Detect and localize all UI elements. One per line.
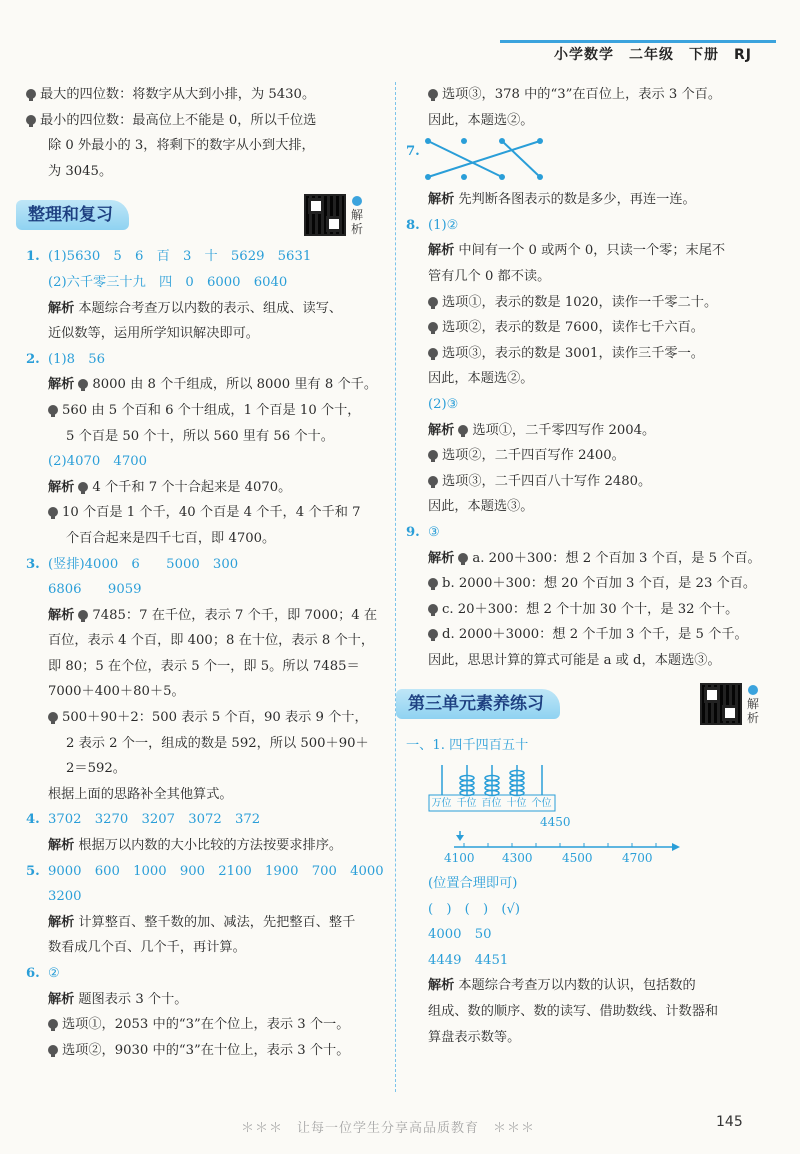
text-line: 选项②，表示的数是 7600，读作七千六百。 <box>442 320 704 336</box>
qr-note: 解析 <box>350 196 364 236</box>
text-line: 选项①，2053 中的“3”在个位上，表示 3 个一。 <box>62 1017 350 1033</box>
analysis-label: 解析 <box>48 479 75 495</box>
text-line: 数看成几个百、几个千，再计算。 <box>48 940 246 956</box>
text-line: 本题综合考查万以内数的认识，包括数的 <box>458 978 696 994</box>
text-line: a. 200＋300：想 2 个百加 3 个百，是 5 个百。 <box>472 550 761 566</box>
text-line: 选项③，表示的数是 3001，读作三千零一。 <box>442 345 704 361</box>
text-line: 个百合起来是四千七百，即 4700。 <box>66 530 276 546</box>
page-header <box>0 0 800 68</box>
text-line: 7000＋400＋80＋5。 <box>48 684 185 700</box>
text-line: 计算整百、整千数的加、减法，先把整百、整千 <box>78 914 356 930</box>
bulb-icon <box>48 1019 58 1029</box>
text-line: 选项③，378 中的“3”在百位上，表示 3 个百。 <box>442 87 722 102</box>
answer-text: 4000 50 <box>428 927 492 943</box>
text-line: 选项②，9030 中的“3”在十位上，表示 3 个十。 <box>62 1042 350 1058</box>
analysis-label: 解析 <box>48 914 75 930</box>
play-icon <box>352 196 362 206</box>
analysis-label: 解析 <box>428 243 455 259</box>
bulb-icon <box>428 348 438 358</box>
answer-text: 一、1. 四千四百五十 <box>406 738 529 754</box>
text-line: 最大的四位数：将数字从大到小排，为 5430。 <box>40 87 316 102</box>
text-line: 5 个百是 50 个十，所以 560 里有 56 个十。 <box>66 428 334 444</box>
bulb-icon <box>48 712 58 722</box>
analysis-label: 解析 <box>48 377 75 393</box>
match-dot <box>499 138 505 144</box>
text-line: d. 2000＋3000：想 2 个千加 3 个千，是 5 个千。 <box>442 627 748 643</box>
text-line: 先判断各图表示的数是多少，再连一连。 <box>458 192 696 208</box>
text-line: 选项②，二千四百写作 2400。 <box>442 448 625 464</box>
match-dot <box>425 138 431 144</box>
text-line: 根据万以内数的大小比较的方法按要求排序。 <box>78 838 343 854</box>
text-line: 因此，思思计算的算式可能是 a 或 d，本题选③。 <box>428 652 721 668</box>
question-number: 1. <box>26 249 40 265</box>
place-label: 十位 <box>506 798 527 810</box>
answer-text: (位置合理即可) <box>428 876 518 892</box>
place-label: 万位 <box>431 798 452 810</box>
question-number: 9. <box>406 524 420 540</box>
match-line <box>428 141 502 177</box>
section-title: 整理和复习 <box>16 200 129 230</box>
bulb-icon <box>428 629 438 639</box>
bulb-icon <box>26 89 36 99</box>
text-line: 中间有一个 0 或两个 0，只读一个零；末尾不 <box>458 243 726 259</box>
text-line: 除 0 外最小的 3，将剩下的数字从小到大排， <box>48 138 315 154</box>
text-line: 10 个百是 1 个千，40 个百是 4 个千，4 个千和 7 <box>62 505 361 521</box>
answer-text: (2)③ <box>428 396 459 412</box>
match-line <box>428 141 540 177</box>
bulb-icon <box>428 476 438 486</box>
bulb-icon <box>78 379 88 389</box>
answer-text: (竖排)4000 6 5000 300 <box>48 556 239 572</box>
analysis-label: 解析 <box>48 991 75 1007</box>
place-label: 个位 <box>531 798 552 810</box>
tick-label: 4100 <box>444 851 475 866</box>
text-line: 题图表示 3 个十。 <box>78 991 188 1007</box>
qr-note: 解析 <box>746 685 760 725</box>
text-line: 560 由 5 个百和 6 个十组成，1 个百是 10 个十， <box>62 402 361 418</box>
right-column <box>406 82 784 1050</box>
answer-text: ② <box>48 966 60 981</box>
book-title: 小学数学 二年级 下册 RJ <box>554 47 752 63</box>
text-line: 算盘表示数等。 <box>428 1029 521 1045</box>
text-line: 最小的四位数：最高位上不能是 0，所以千位选 <box>40 112 317 128</box>
analysis-label: 解析 <box>428 422 455 438</box>
text-line: b. 2000＋300：想 20 个百加 3 个百，是 23 个百。 <box>442 576 757 592</box>
text-line: 4 个千和 7 个十合起来是 4070。 <box>92 479 292 495</box>
number-line-figure <box>406 815 784 866</box>
qr-code[interactable] <box>304 194 346 236</box>
qr-code[interactable] <box>700 683 742 725</box>
text-line: c. 20＋300：想 2 个十加 30 个十，是 32 个十。 <box>442 601 739 617</box>
bulb-icon <box>428 578 438 588</box>
abacus-figure <box>406 763 784 813</box>
left-column <box>26 82 386 1063</box>
bulb-icon <box>48 507 58 517</box>
answer-text: (1)② <box>428 217 459 233</box>
text-line: 即 80；5 在个位，表示 5 个一，即 5。所以 7485＝ <box>48 658 360 674</box>
text-line: 500＋90＋2：500 表示 5 个百，90 表示 9 个十， <box>62 710 368 726</box>
text-line: 因此，本题选②。 <box>428 112 534 128</box>
match-dot <box>537 174 543 180</box>
section-heading-review <box>16 194 386 238</box>
text-line: 7485：7 在千位，表示 7 个千，即 7000；4 在 <box>92 607 378 623</box>
answer-text: 3200 <box>48 889 82 905</box>
tick-label: 4500 <box>562 851 593 866</box>
tick-label: 4300 <box>502 851 533 866</box>
text-line: 选项①，表示的数是 1020，读作一千零二十。 <box>442 294 718 310</box>
question-number: 4. <box>26 812 40 828</box>
answer-text: (2)4070 4700 <box>48 454 147 470</box>
analysis-label: 解析 <box>428 550 455 566</box>
play-icon <box>748 685 758 695</box>
question-number: 8. <box>406 217 420 233</box>
bulb-icon <box>428 450 438 460</box>
answer-text: 4449 4451 <box>428 952 509 968</box>
tick-label: 4700 <box>622 851 653 866</box>
header-rule <box>500 40 776 43</box>
text-line: 为 3045。 <box>48 163 113 179</box>
text-line: 本题综合考查万以内数的表示、组成、读写、 <box>78 300 343 316</box>
question-number: 6. <box>26 966 40 981</box>
analysis-label: 解析 <box>48 838 75 854</box>
bulb-icon <box>428 604 438 614</box>
text-line: 2＝592。 <box>66 761 126 777</box>
bulb-icon <box>428 89 438 99</box>
question-number: 2. <box>26 351 40 367</box>
text-line: 近似数等，运用所学知识解决即可。 <box>48 326 259 342</box>
answer-text: ③ <box>428 524 440 540</box>
analysis-label: 解析 <box>428 192 455 208</box>
question-number: 7. <box>406 144 420 160</box>
text-line: 管有几个 0 都不读。 <box>428 268 551 284</box>
answer-text: (2)六千零三十九 四 0 6000 6040 <box>48 274 288 290</box>
answer-text: ( ) ( ) (√) <box>428 901 521 917</box>
answer-text: 6806 9059 <box>48 582 142 598</box>
text-line: 2 表示 2 个一，组成的数是 592，所以 500＋90＋ <box>66 735 369 751</box>
bulb-icon <box>78 482 88 492</box>
text-line: 因此，本题选③。 <box>428 499 534 515</box>
text-line: 选项①，二千零四写作 2004。 <box>472 422 656 438</box>
answer-text: 3702 3270 3207 3072 372 <box>48 812 261 828</box>
text-line: 选项③，二千四百八十写作 2480。 <box>442 473 652 489</box>
question-number: 5. <box>26 863 40 879</box>
place-label: 百位 <box>481 798 502 810</box>
answer-text: (1)8 56 <box>48 351 106 367</box>
bulb-icon <box>428 322 438 332</box>
text-line: 8000 由 8 个千组成，所以 8000 里有 8 个千。 <box>92 377 378 393</box>
matching-diagram <box>422 133 572 185</box>
match-dot <box>461 138 467 144</box>
bulb-icon <box>428 297 438 307</box>
bulb-icon <box>458 553 468 563</box>
text-line: 因此，本题选②。 <box>428 371 534 387</box>
bulb-icon <box>26 115 36 125</box>
match-dot <box>537 138 543 144</box>
match-dot <box>499 174 505 180</box>
text-line: 百位，表示 4 个百，即 400；8 在十位，表示 8 个十， <box>48 633 375 649</box>
bulb-icon <box>48 1045 58 1055</box>
match-dot <box>461 174 467 180</box>
bulb-icon <box>48 405 58 415</box>
column-divider <box>395 82 396 1092</box>
answer-text: 9000 600 1000 900 2100 1900 700 4000 <box>48 863 384 879</box>
match-dot <box>425 174 431 180</box>
footer-slogan: ＊＊＊ 让每一位学生分享高品质教育 ＊＊＊ <box>240 1121 535 1136</box>
answer-text: (1)5630 5 6 百 3 十 5629 5631 <box>48 249 312 265</box>
page-number: 145 <box>716 1114 743 1130</box>
section-title: 第三单元素养练习 <box>396 689 560 719</box>
analysis-label: 解析 <box>48 300 75 316</box>
analysis-label: 解析 <box>48 607 75 623</box>
bulb-icon <box>458 425 468 435</box>
analysis-label: 解析 <box>428 978 455 994</box>
bulb-icon <box>78 610 88 620</box>
question-number: 3. <box>26 556 40 572</box>
text-line: 根据上面的思路补全其他算式。 <box>48 786 233 802</box>
section-heading-unit3 <box>396 683 784 727</box>
place-label: 千位 <box>456 798 477 810</box>
number-line-marker-label: 4450 <box>540 815 571 830</box>
text-line: 组成、数的顺序、数的读写、借助数线、计数器和 <box>428 1004 719 1020</box>
